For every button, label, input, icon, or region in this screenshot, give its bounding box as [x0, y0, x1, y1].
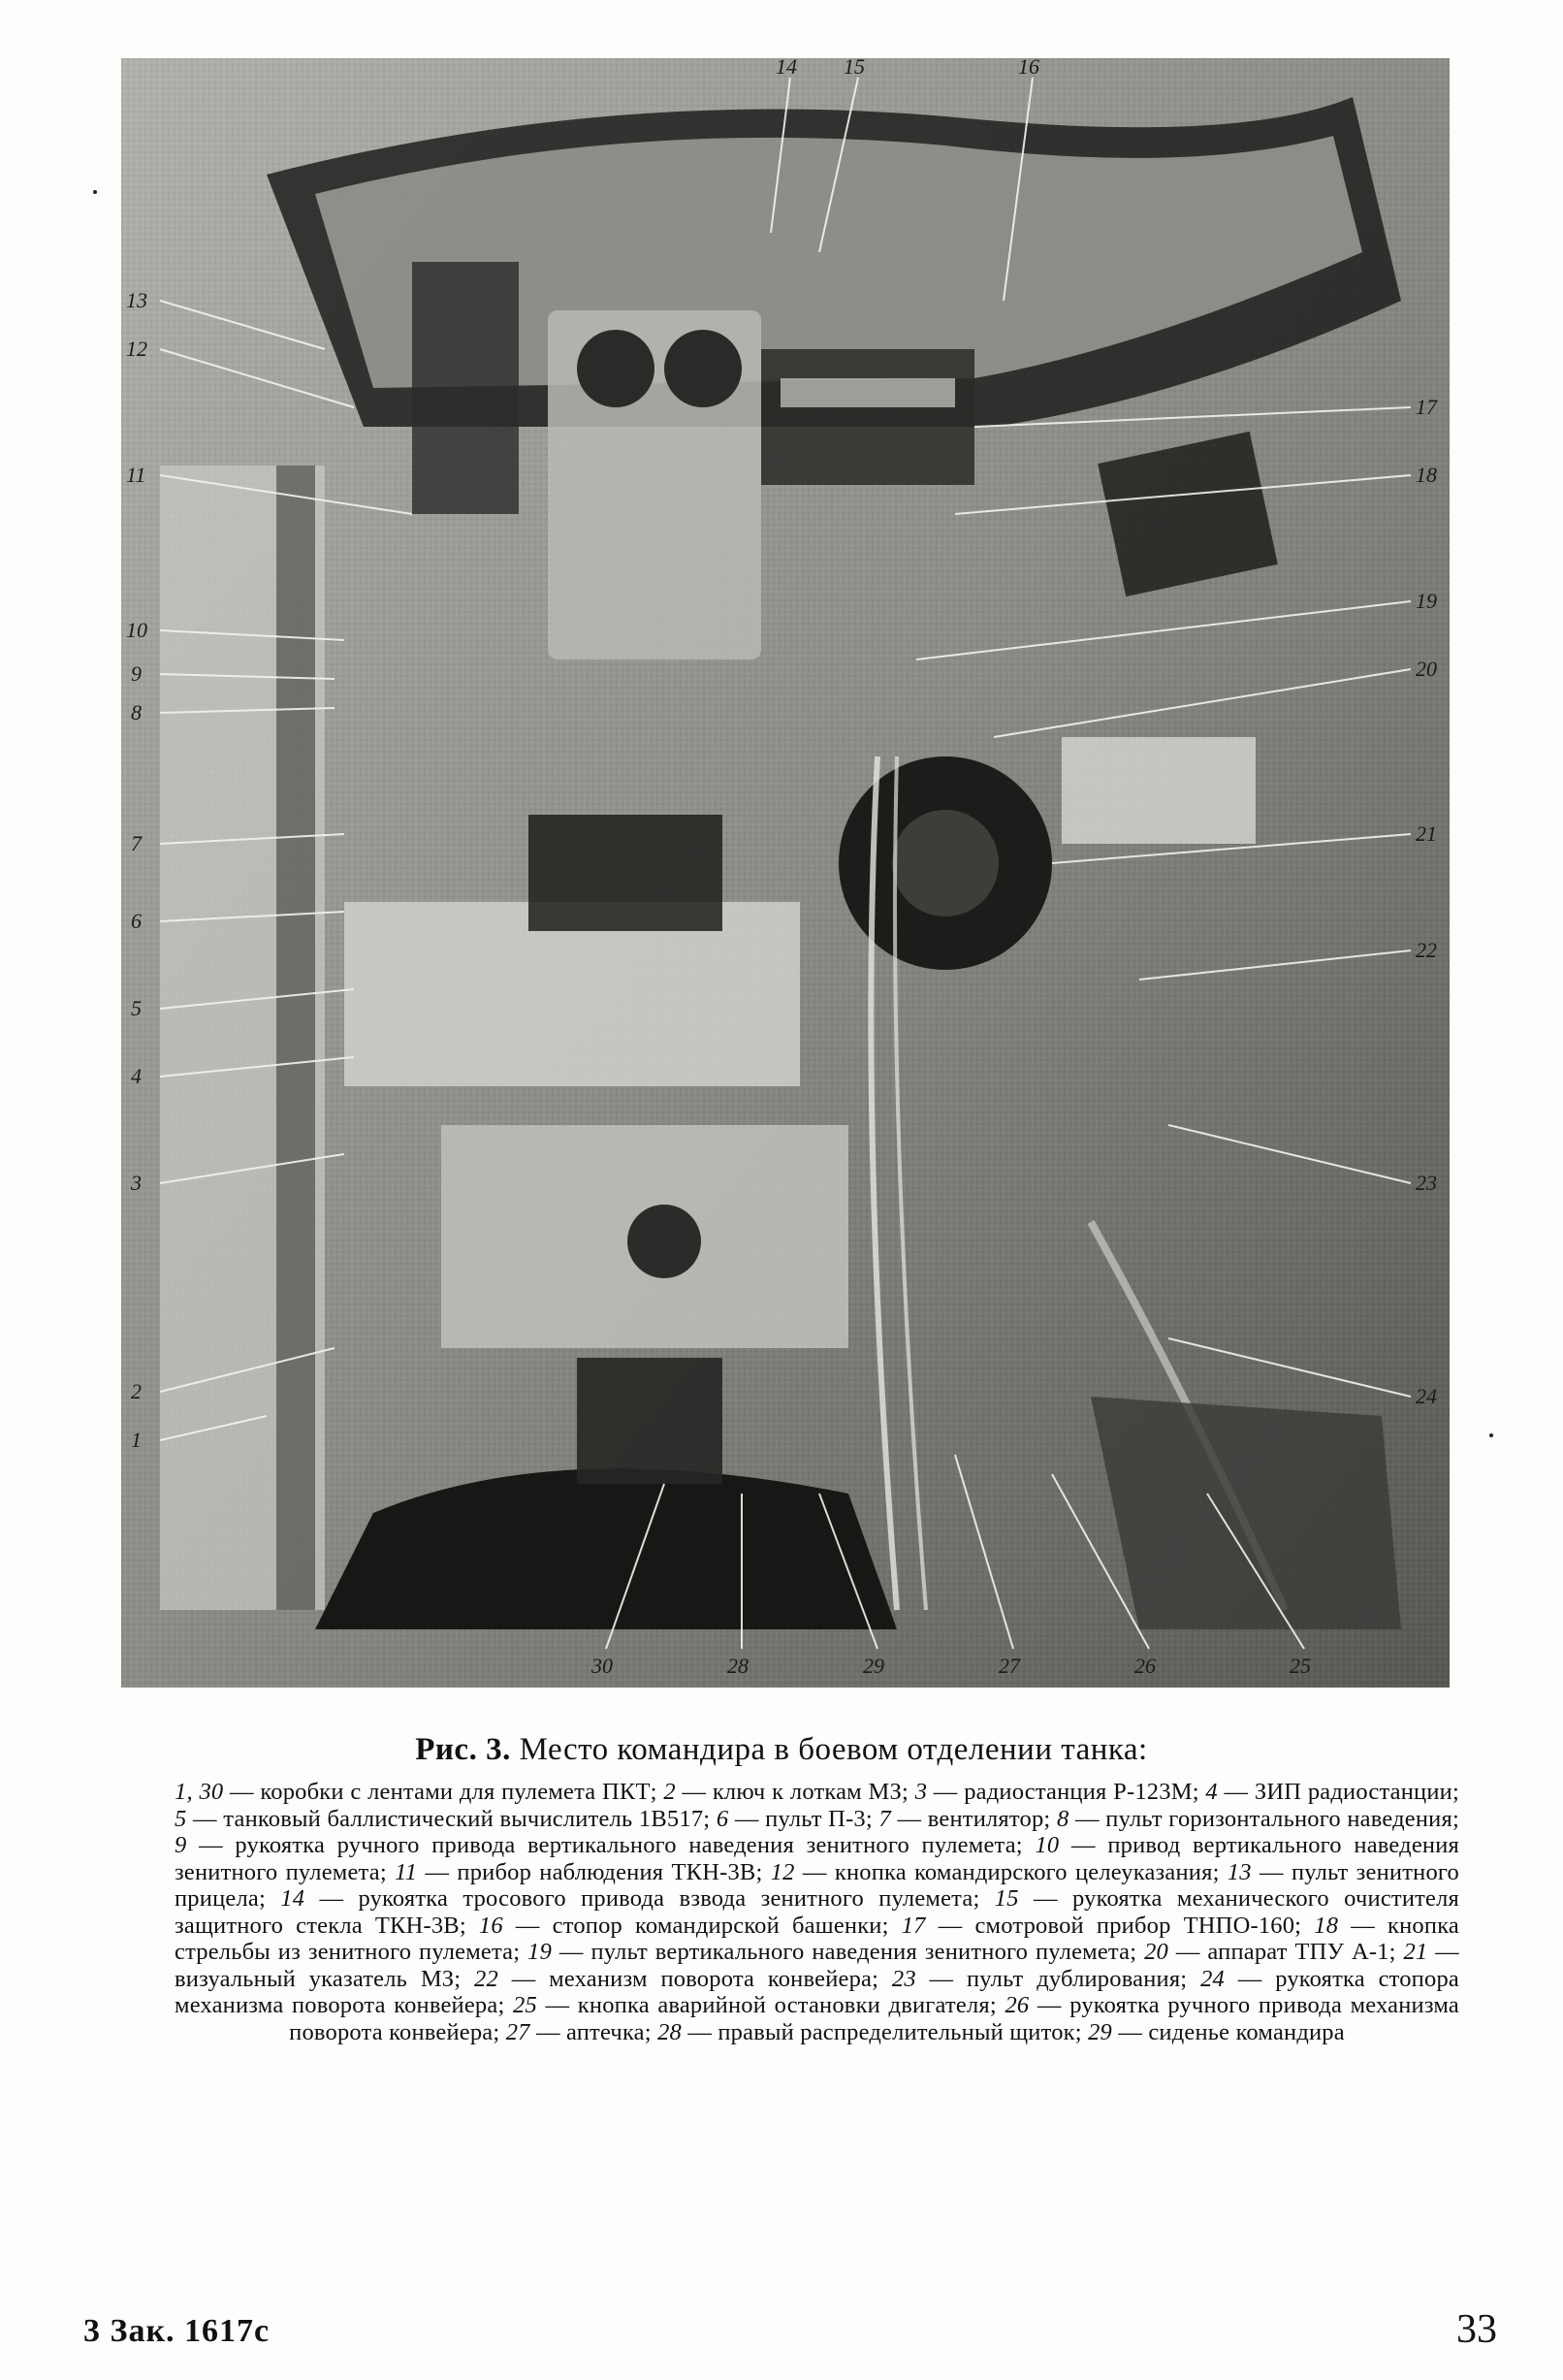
legend-item-number: 24	[1200, 1965, 1225, 1992]
legend-item-text: коробки с лентами для пулемета ПКТ;	[260, 1779, 657, 1805]
legend-item-number: 20	[1144, 1939, 1168, 1965]
figure-label: Рис. 3.	[415, 1732, 511, 1767]
legend-item-number: 4	[1205, 1779, 1218, 1805]
legend-item-number: 26	[1005, 1992, 1030, 2018]
callout-17: 17	[1416, 395, 1437, 419]
speck	[1489, 1433, 1493, 1437]
callout-8: 8	[131, 700, 142, 724]
legend-item-text: кнопка командирского целеуказания;	[834, 1858, 1220, 1885]
callout-1: 1	[131, 1428, 142, 1452]
legend-item-number: 27	[505, 2018, 530, 2045]
legend-item-number: 7	[878, 1805, 891, 1832]
legend-item-number: 28	[657, 2018, 682, 2045]
callout-29: 29	[863, 1654, 884, 1678]
legend-item-number: 18	[1314, 1912, 1339, 1939]
callout-23: 23	[1416, 1171, 1437, 1195]
legend-item-number: 5	[175, 1805, 187, 1832]
legend-item-text: пульт горизонтального наведения;	[1105, 1805, 1459, 1832]
callout-20: 20	[1416, 657, 1437, 681]
callout-15: 15	[844, 58, 865, 79]
legend-item-number: 17	[901, 1912, 926, 1939]
legend-item-number: 10	[1035, 1832, 1060, 1858]
legend-item-text: пульт дублирования;	[967, 1965, 1188, 1992]
legend-item-text: прибор наблюдения ТКН-3В;	[457, 1858, 763, 1885]
callout-9: 9	[131, 661, 142, 686]
callout-22: 22	[1416, 938, 1437, 962]
legend-item-text: рукоятка ручного привода вертикального наведения зенитного пулемета;	[235, 1832, 1023, 1858]
legend-item-text: механизм поворота конвейера;	[549, 1965, 879, 1992]
legend-item-number: 9	[175, 1832, 187, 1858]
callout-27: 27	[999, 1654, 1020, 1678]
legend-item-text: визуальный указатель МЗ;	[175, 1965, 462, 1992]
figure-caption-title	[0, 1732, 1563, 1768]
legend-item-number: 1, 30	[175, 1779, 224, 1805]
legend-item-text: танковый баллистический вычислитель 1В517;	[223, 1805, 711, 1832]
legend-item-number: 2	[663, 1779, 676, 1805]
figure-photo	[121, 58, 1450, 1688]
legend-item-number: 14	[280, 1885, 305, 1912]
legend-item-number: 11	[395, 1858, 418, 1885]
callout-2: 2	[131, 1379, 142, 1403]
callout-3: 3	[131, 1171, 142, 1195]
legend-item-text: кнопка аварийной остановки двигателя;	[577, 1992, 997, 2018]
legend-item-number: 16	[478, 1912, 503, 1939]
callout-6: 6	[131, 909, 142, 933]
legend-item-text: ключ к лоткам МЗ;	[712, 1779, 909, 1805]
callout-28: 28	[727, 1654, 749, 1678]
callout-26: 26	[1134, 1654, 1156, 1678]
page-number: 33	[1456, 2307, 1497, 2352]
legend-item-number: 12	[770, 1858, 795, 1885]
tank-interior-photo	[121, 58, 1450, 1688]
callout-14: 14	[776, 58, 797, 79]
legend-item-text: правый распределительный щиток;	[718, 2018, 1082, 2045]
legend-item-number: 29	[1088, 2018, 1112, 2045]
legend-item-text: радиостанция Р-123М;	[964, 1779, 1199, 1805]
figure-title: Место командира в боевом отделении танка:	[519, 1732, 1148, 1767]
legend-item-text: сиденье командира	[1148, 2018, 1345, 2045]
legend-item-number: 6	[716, 1805, 729, 1832]
figure-legend: 1, 30 — коробки с лентами для пулемета ПКТ; 2 — ключ к лоткам МЗ; 3 — радиостанция Р-123М; 4 — ЗИП радиостанции; 5 — танковый баллистический вычислитель 1В517; 6 — пульт П-3; 7 — вентилятор; 8 — пульт горизонтального наведения; 9 — рукоятка ручного привода вертикального наведения зенитного пулемета; 10 — привод вертикального наведения зенитного пулемета; 11 — прибор наблюдения ТКН-3В; 12 — кнопка командирского целеуказания; 13 — пульт зенитного прицела; 14 — рукоятка тросового привода взвода зенитного пулемета; 15 — рукоятка механического очистителя защитного стекла ТКН-3В; 16 — стопор командирской башенки; 17 — смотровой прибор ТНПО-160; 18 — кнопка стрельбы из зенитного пулемета; 19 — пульт вертикального наведения зенитного пулемета; 20 — аппарат ТПУ А-1; 21 — визуальный указатель МЗ; 22 — механизм поворота конвейера; 23 — пульт дублирования; 24 — рукоятка стопора механизма поворота конвейера; 25 — кнопка аварийной остановки двигателя; 26 — рукоятка ручного привода механизма поворота конвейера; 27 — аптечка; 28 — правый распределительный щиток; 29 — сиденье командира	[175, 1779, 1460, 2045]
legend-item-number: 25	[513, 1992, 537, 2018]
legend-item-number: 19	[527, 1939, 553, 1965]
legend-item-text: привод вертикального наведения зенитного пулемета;	[175, 1832, 1459, 1885]
legend-item-text: стопор командирской башенки;	[552, 1912, 889, 1939]
legend-item-text: пульт П-3;	[765, 1805, 873, 1832]
legend-item-number: 22	[474, 1965, 498, 1992]
callout-12: 12	[126, 337, 147, 361]
legend-item-text: вентилятор;	[927, 1805, 1051, 1832]
callout-21: 21	[1416, 821, 1437, 846]
legend-item-text: пульт вертикального наведения зенитного пулемета;	[590, 1939, 1137, 1965]
legend-item-number: 8	[1056, 1805, 1069, 1832]
callout-18: 18	[1416, 463, 1437, 487]
callout-7: 7	[131, 831, 142, 855]
legend-item-text: пульт зенитного прицела;	[175, 1858, 1459, 1912]
legend-item-text: рукоятка тросового привода взвода зенитного пулемета;	[358, 1885, 980, 1912]
callout-25: 25	[1290, 1654, 1311, 1678]
legend-item-number: 23	[891, 1965, 916, 1992]
legend-item-text: кнопка стрельбы из зенитного пулемета;	[175, 1912, 1459, 1965]
callout-19: 19	[1416, 589, 1437, 613]
legend-item-number: 3	[914, 1779, 928, 1805]
legend-item-text: аптечка;	[565, 2018, 652, 2045]
callout-16: 16	[1018, 58, 1039, 79]
speck	[93, 190, 97, 194]
legend-item-text: рукоятка стопора механизма поворота конвейера;	[175, 1965, 1459, 2018]
callout-10: 10	[126, 618, 147, 642]
legend-item-number: 13	[1227, 1858, 1252, 1885]
legend-item-text: смотровой прибор ТНПО-160;	[974, 1912, 1302, 1939]
callout-13: 13	[126, 288, 147, 312]
print-signature: 3 Зак. 1617с	[83, 2313, 271, 2349]
callout-4: 4	[131, 1064, 142, 1088]
legend-item-number: 21	[1403, 1939, 1428, 1965]
legend-item-text: рукоятка ручного привода механизма поворота конвейера;	[289, 1992, 1460, 2045]
legend-item-text: аппарат ТПУ А-1;	[1207, 1939, 1396, 1965]
legend-item-text: ЗИП радиостанции;	[1254, 1779, 1459, 1805]
callout-30: 30	[591, 1654, 613, 1678]
callout-24: 24	[1416, 1384, 1437, 1408]
callout-5: 5	[131, 996, 142, 1020]
legend-item-number: 15	[994, 1885, 1019, 1912]
callout-11: 11	[126, 463, 146, 487]
legend-item-text: рукоятка механического очистителя защитного стекла ТКН-3В;	[175, 1885, 1460, 1939]
